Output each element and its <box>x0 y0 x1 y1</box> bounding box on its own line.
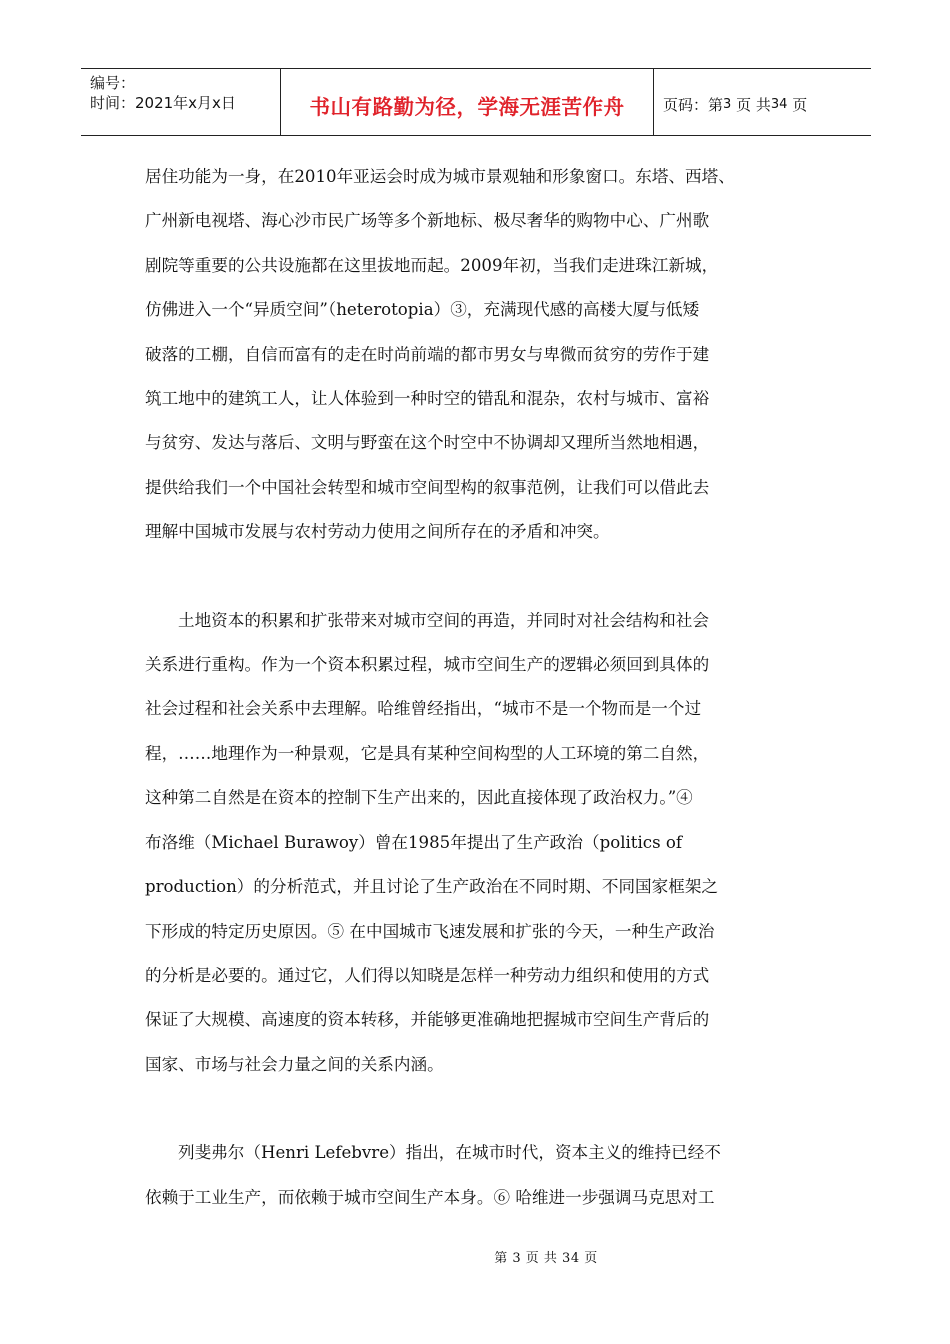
paragraph-gap <box>145 555 805 599</box>
paragraph-gap <box>145 1087 805 1131</box>
document-body <box>145 155 805 1220</box>
text-line: 这种第二自然是在资本的控制下生产出来的，因此直接体现了政治权力。”④ <box>145 788 693 808</box>
text-line: 与贫穷、发达与落后、文明与野蛮在这个时空中不协调却又理所当然地相遇， <box>145 433 710 453</box>
text-line: 剧院等重要的公共设施都在这里拔地而起。2009年初，当我们走进珠江新城， <box>145 255 719 275</box>
text-line: 土地资本的积累和扩张带来对城市空间的再造，并同时对社会结构和社会 <box>178 610 709 630</box>
header-page-info <box>654 69 871 135</box>
text-line: 列斐弗尔（Henri Lefebvre）指出，在城市时代，资本主义的维持已经不 <box>178 1143 721 1163</box>
text-line: 布洛维（Michael Burawoy）曾在1985年提出了生产政治（politics of <box>145 832 682 852</box>
text-line: 关系进行重构。作为一个资本积累过程，城市空间生产的逻辑必须回到具体的 <box>145 655 710 675</box>
text-line: 依赖于工业生产，而依赖于城市空间生产本身。⑥ 哈维进一步强调马克思对工 <box>145 1187 715 1207</box>
text-line: production）的分析范式，并且讨论了生产政治在不同时期、不同国家框架之 <box>145 877 719 897</box>
text-line: 程，……地理作为一种景观，它是具有某种空间构型的人工环境的第二自然， <box>145 743 710 763</box>
page-info-suffix: 页 <box>792 95 808 114</box>
text-line: 理解中国城市发展与农村劳动力使用之间所存在的矛盾和冲突。 <box>145 522 610 542</box>
page-footer <box>0 1247 950 1266</box>
text-line: 保证了大规模、高速度的资本转移，并能够更准确地把握城市空间生产背后的 <box>145 1010 710 1030</box>
page-header <box>81 68 871 136</box>
header-meta-cell <box>81 69 281 135</box>
text-line: 筑工地中的建筑工人，让人体验到一种时空的错乱和混杂，农村与城市、富裕 <box>145 389 710 409</box>
text-line: 社会过程和社会关系中去理解。哈维曾经指出，“城市不是一个物而是一个过 <box>145 699 702 719</box>
text-line: 提供给我们一个中国社会转型和城市空间型构的叙事范例，让我们可以借此去 <box>145 477 710 497</box>
header-motto-cell <box>281 69 654 135</box>
document-number-label: 编号： <box>90 74 136 92</box>
page-info-prefix: 页码：第 <box>663 95 724 114</box>
text-line: 仿佛进入一个“异质空间”（heterotopia）③，充满现代感的高楼大厦与低矮 <box>145 300 700 320</box>
text-line: 破落的工棚，自信而富有的走在时尚前端的都市男女与卑微而贫穷的劳作于建 <box>145 344 710 364</box>
document-date-label: 时间：2021年x月x日 <box>90 94 236 112</box>
paragraph-3 <box>145 1131 805 1220</box>
text-line: 下形成的特定历史原因。⑤ 在中国城市飞速发展和扩张的今天，一种生产政治 <box>145 921 715 941</box>
text-line: 居住功能为一身，在2010年亚运会时成为城市景观轴和形象窗口。东塔、西塔、 <box>145 167 735 186</box>
page-info-mid: 页 共 <box>736 95 771 114</box>
header-motto: 书山有路勤为径，学海无涯苦作舟 <box>309 95 625 119</box>
footer-page-number: 第 3 页 共 34 页 <box>494 1251 598 1266</box>
page-info-total: 34 <box>770 96 788 112</box>
paragraph-2 <box>145 599 805 1087</box>
page-info-current: 3 <box>723 96 732 112</box>
text-line: 广州新电视塔、海心沙市民广场等多个新地标、极尽奢华的购物中心、广州歌 <box>145 211 710 231</box>
text-line: 的分析是必要的。通过它，人们得以知晓是怎样一种劳动力组织和使用的方式 <box>145 965 710 985</box>
text-line: 国家、市场与社会力量之间的关系内涵。 <box>145 1054 444 1074</box>
paragraph-1 <box>145 155 805 555</box>
